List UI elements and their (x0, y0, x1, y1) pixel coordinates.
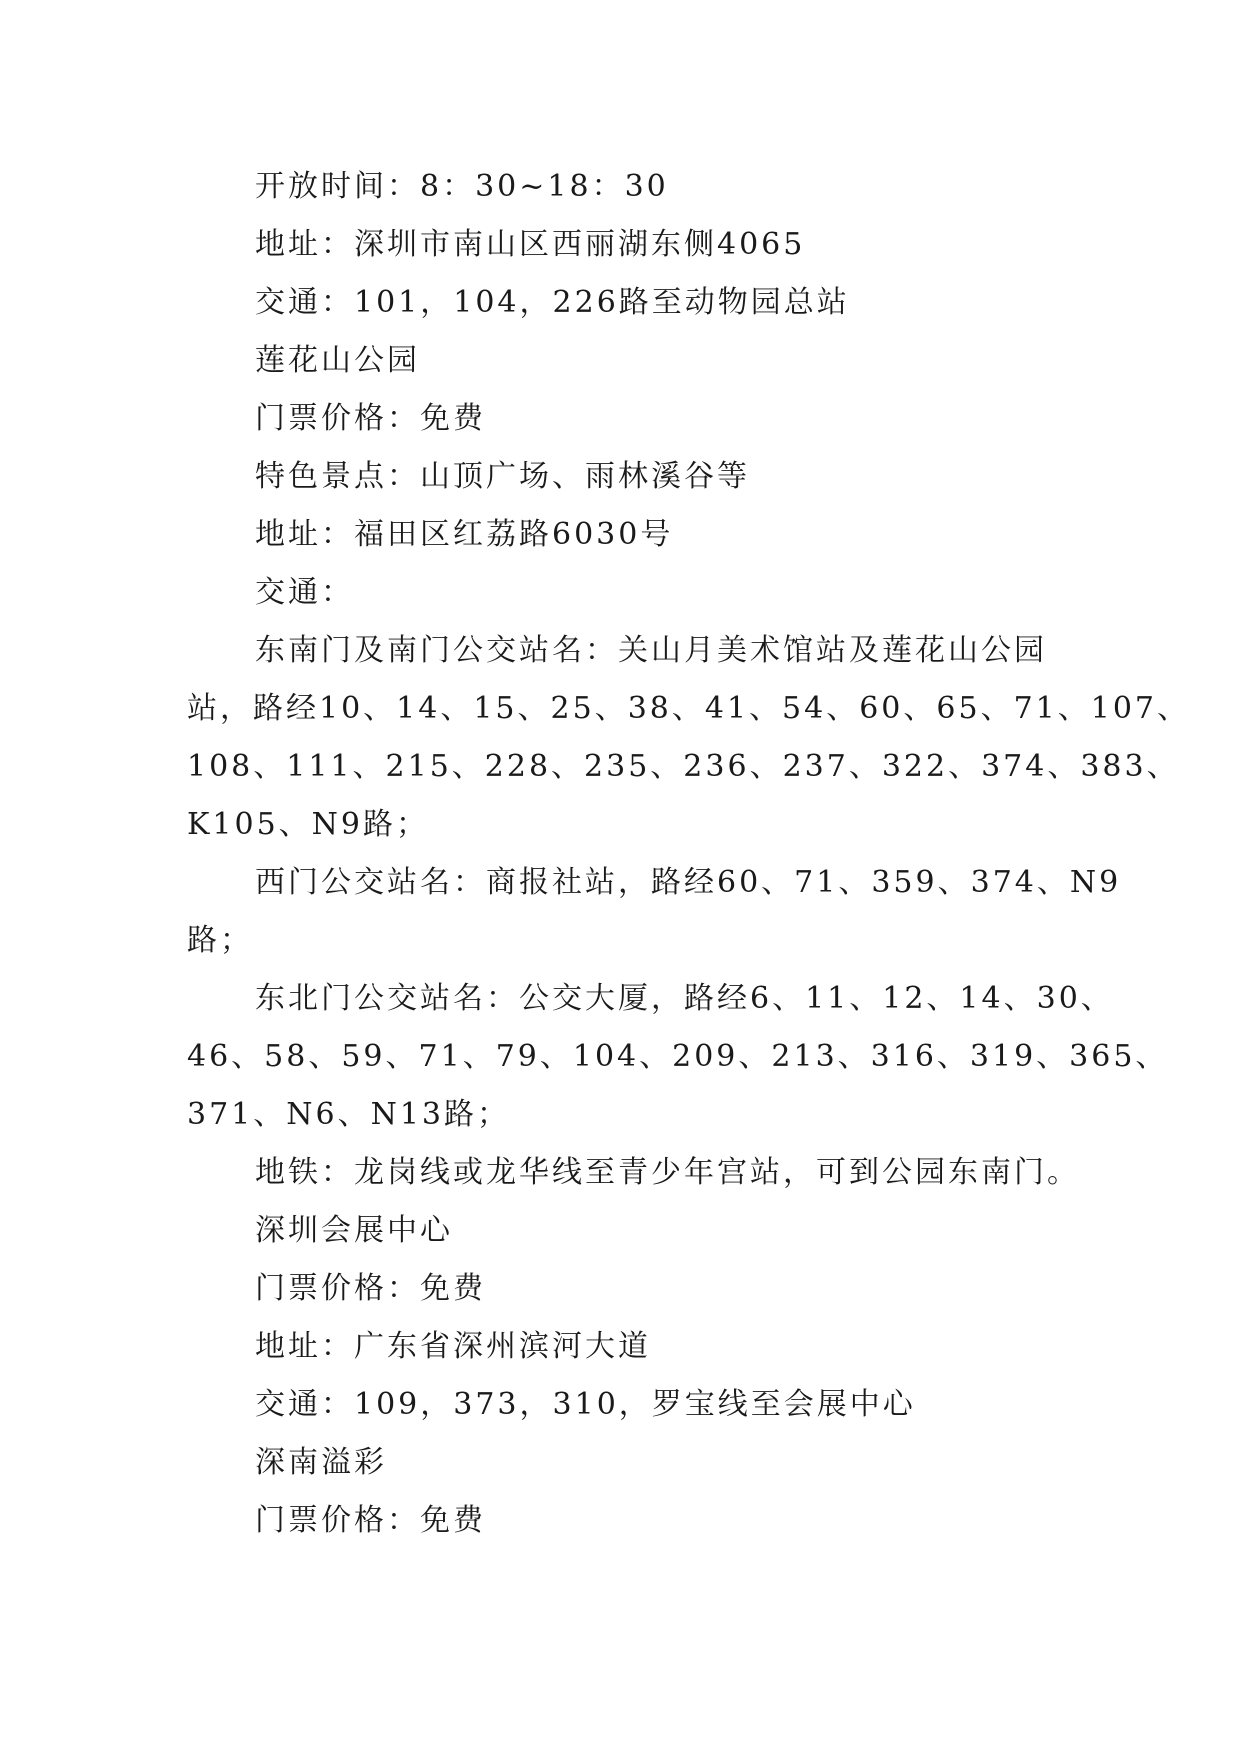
section-heading: 深圳会展中心 (255, 1213, 453, 1248)
text-line: 地址：深圳市南山区西丽湖东侧4065 (255, 227, 806, 262)
text-line: 交通：109，373，310，罗宝线至会展中心 (255, 1387, 916, 1422)
text-line: 站，路经10、14、15、25、38、41、54、60、65、71、107、 (187, 691, 1190, 726)
text-line: 东南门及南门公交站名：关山月美术馆站及莲花山公园 (255, 633, 1047, 668)
text-line: 门票价格：免费 (255, 1503, 486, 1538)
text-line: 交通：101，104，226路至动物园总站 (255, 285, 850, 320)
text-line: 371、N6、N13路； (187, 1097, 511, 1132)
text-line: 西门公交站名：商报社站，路经60、71、359、374、N9 (255, 865, 1122, 900)
text-line: K105、N9路； (187, 807, 430, 842)
text-line: 交通： (255, 575, 354, 610)
text-line: 46、58、59、71、79、104、209、213、316、319、365、 (187, 1039, 1169, 1074)
text-line: 108、111、215、228、235、236、237、322、374、383、 (187, 749, 1180, 784)
text-line: 门票价格：免费 (255, 1271, 486, 1306)
text-line: 东北门公交站名：公交大厦，路经6、11、12、14、30、 (255, 981, 1114, 1016)
text-line: 地铁：龙岗线或龙华线至青少年宫站，可到公园东南门。 (255, 1155, 1080, 1190)
body-text (187, 158, 1190, 1550)
text-line: 路； (187, 923, 253, 958)
text-line: 地址：广东省深州滨河大道 (255, 1329, 651, 1364)
text-line: 门票价格：免费 (255, 401, 486, 436)
section-heading: 莲花山公园 (255, 343, 420, 378)
text-line: 开放时间：8：30~18：30 (255, 169, 669, 204)
text-line: 特色景点：山顶广场、雨林溪谷等 (255, 459, 750, 494)
text-line: 地址：福田区红荔路6030号 (255, 517, 674, 552)
section-heading: 深南溢彩 (255, 1445, 387, 1480)
